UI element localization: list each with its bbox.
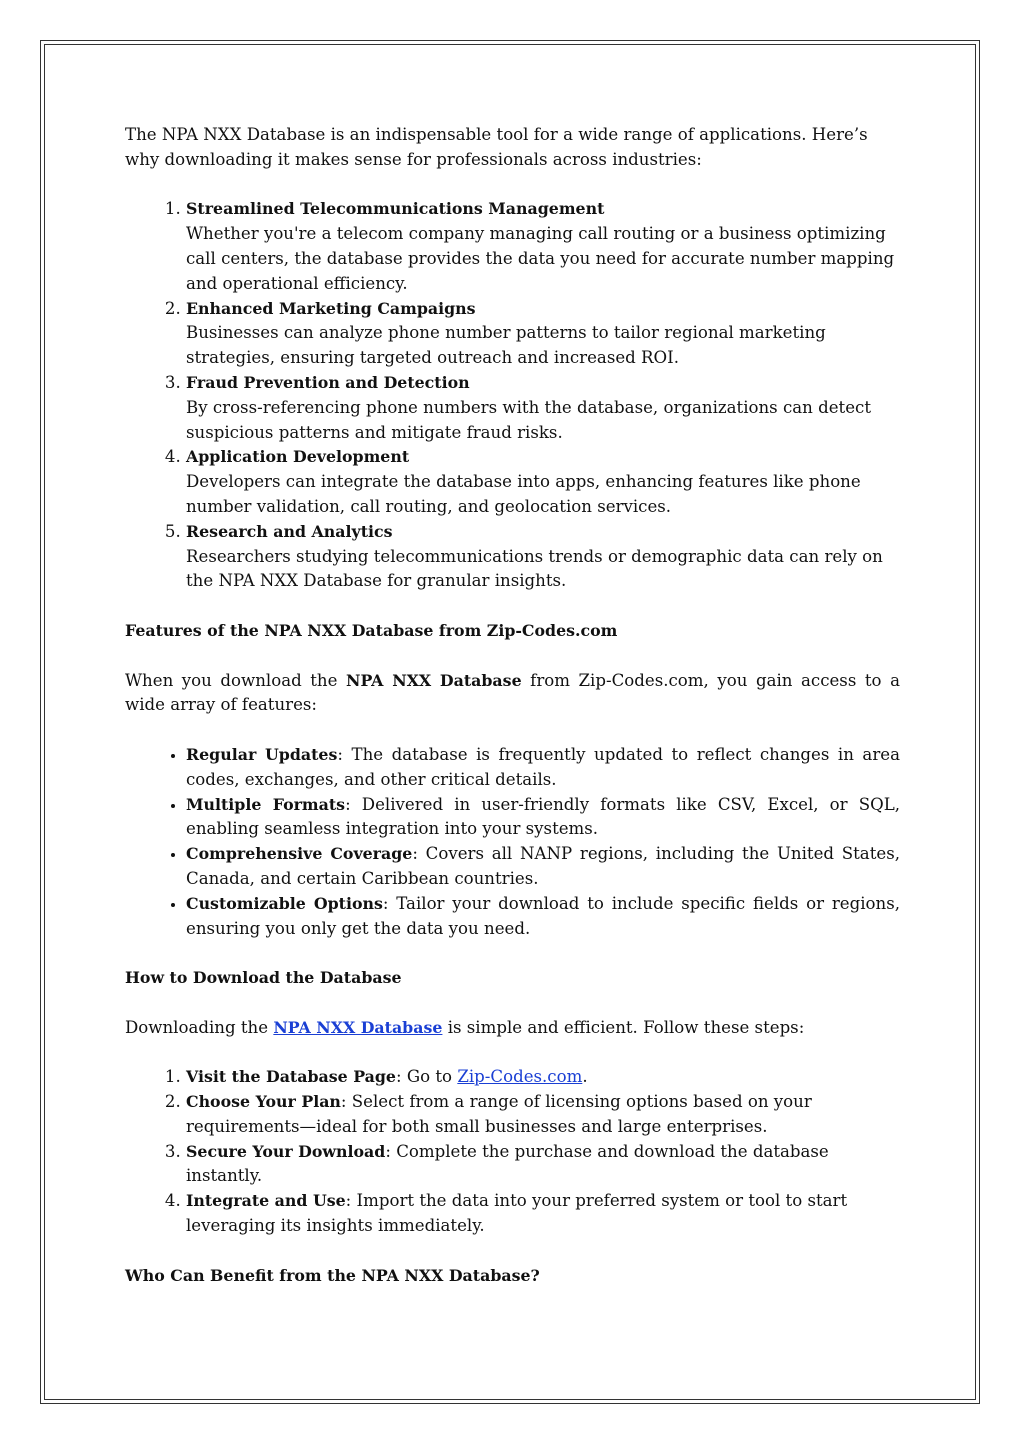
features-intro-bold: NPA NXX Database <box>346 670 522 690</box>
list-item <box>186 197 900 296</box>
step-text: : Select from a range of licensing options based on your requirements—ideal for both small businesses and large enterprises. <box>186 1092 812 1136</box>
reasons-list <box>125 197 900 594</box>
zip-codes-link[interactable]: Zip-Codes.com <box>457 1067 583 1087</box>
download-intro-after: is simple and efficient. Follow these steps: <box>442 1017 805 1037</box>
reason-text: Developers can integrate the database into apps, enhancing features like phone number validation, call routing, and geolocation services. <box>186 472 861 516</box>
steps-list <box>125 1065 900 1239</box>
step-title: Visit the Database Page <box>186 1067 396 1087</box>
feature-title: Comprehensive Coverage <box>186 844 413 864</box>
step-title: Secure Your Download <box>186 1141 386 1161</box>
features-intro-before: When you download the <box>125 670 346 690</box>
reason-title: 3. Fraud Prevention and Detection <box>186 372 470 392</box>
list-item <box>186 1065 900 1090</box>
feature-title: Regular Updates <box>186 744 338 764</box>
feature-text: : Delivered in user-friendly formats like CSV, Excel, or SQL, enabling seamless integration into your systems. <box>186 794 901 839</box>
list-item <box>186 842 900 892</box>
step-text-after: . <box>582 1067 588 1087</box>
list-item <box>186 520 900 594</box>
intro-paragraph: The NPA NXX Database is an indispensable tool for a wide range of applications. Here’s why downloading it makes sense for professionals across industries: <box>125 125 868 169</box>
download-intro-before: Downloading the <box>125 1017 274 1037</box>
reason-title: 1. Streamlined Telecommunications Management <box>186 199 605 219</box>
list-item <box>186 793 900 843</box>
list-item <box>186 1090 900 1140</box>
reason-text: Researchers studying telecommunications trends or demographic data can rely on the NPA NXX Database for granular insights. <box>186 546 883 591</box>
reason-title: 2. Enhanced Marketing Campaigns <box>186 298 476 318</box>
step-text: : Complete the purchase and download the database instantly. <box>186 1141 829 1186</box>
step-text: : Import the data into your preferred system or tool to start leveraging its insights immediately. <box>186 1191 848 1236</box>
feature-text: : Covers all NANP regions, including the United States, Canada, and certain Caribbean countries. <box>186 844 900 888</box>
document-body <box>125 123 900 1313</box>
list-item <box>186 1140 900 1190</box>
feature-title: Multiple Formats <box>186 794 346 814</box>
list-item <box>186 445 900 519</box>
reason-text: By cross-referencing phone numbers with the database, organizations can detect suspicious patterns and mitigate fraud risks. <box>186 397 872 442</box>
list-item <box>186 743 900 793</box>
features-intro-after: from Zip-Codes.com, you gain access to a wide array of features: <box>125 670 900 715</box>
reason-title: 5. Research and Analytics <box>186 521 393 541</box>
list-item <box>186 1189 900 1239</box>
list-item <box>186 297 900 371</box>
features-heading: Features of the NPA NXX Database from Zip-Codes.com <box>125 620 618 640</box>
feature-title: Customizable Options <box>186 893 383 913</box>
step-title: Integrate and Use <box>186 1191 346 1211</box>
feature-text: : The database is frequently updated to reflect changes in area codes, exchanges, and other critical details. <box>186 744 900 789</box>
reason-title: 4. Application Development <box>186 447 410 467</box>
list-item <box>186 892 900 942</box>
download-intro-paragraph <box>125 1016 900 1041</box>
download-heading: How to Download the Database <box>125 968 402 988</box>
step-title: Choose Your Plan <box>186 1092 341 1112</box>
npa-nxx-database-link[interactable]: NPA NXX Database <box>273 1017 443 1037</box>
step-text-before: : Go to <box>395 1067 458 1087</box>
benefit-heading: Who Can Benefit from the NPA NXX Database? <box>125 1265 540 1285</box>
list-item <box>186 371 900 445</box>
feature-text: : Tailor your download to include specific fields or regions, ensuring you only get the data you need. <box>186 893 901 938</box>
reason-text: Whether you're a telecom company managing call routing or a business optimizing call centers, the database provides the data you need for accurate number mapping and operational efficiency. <box>186 224 895 293</box>
features-intro-paragraph <box>125 669 900 719</box>
features-list <box>125 743 900 941</box>
reason-text: Businesses can analyze phone number patterns to tailor regional marketing strategies, ensuring targeted outreach and increased ROI. <box>186 323 826 368</box>
